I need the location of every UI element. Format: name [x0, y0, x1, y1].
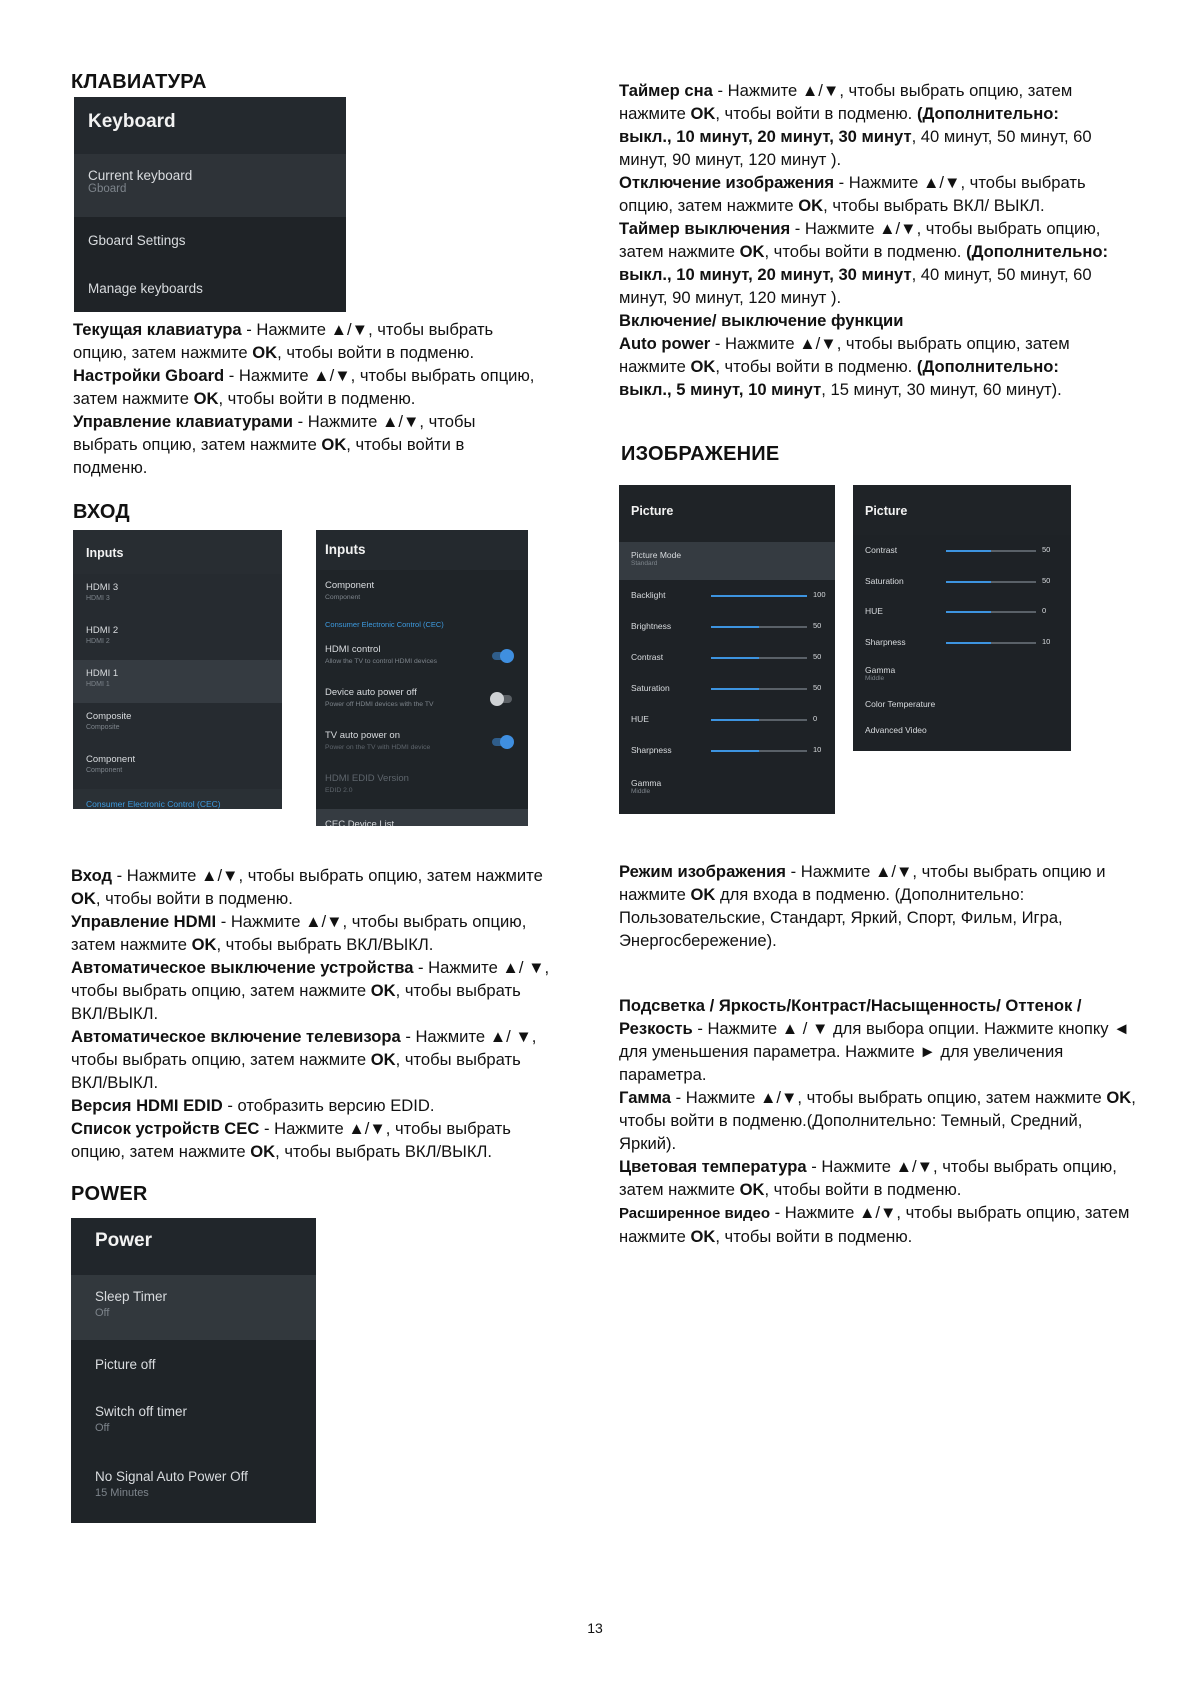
- slider-row-sharpness[interactable]: [619, 735, 835, 766]
- item-label: Gamma: [865, 665, 896, 675]
- slider-fill: [946, 581, 991, 583]
- item-sub: HDMI 3: [86, 595, 110, 602]
- keyboard-panel-title: Keyboard: [74, 97, 346, 154]
- manage-keyboards-item[interactable]: Manage keyboards: [74, 265, 346, 312]
- item-sub: Middle: [865, 675, 885, 682]
- slider-value: 0: [1042, 606, 1047, 615]
- slider-value: 0: [813, 714, 818, 723]
- slider-track[interactable]: [711, 652, 822, 661]
- item-sub: Composite: [86, 724, 120, 731]
- item-label: Switch off timer: [95, 1404, 188, 1419]
- slider-value: 50: [1042, 545, 1051, 554]
- picture-mode-description: [619, 860, 1139, 952]
- slider-label: HUE: [631, 714, 649, 724]
- item-label: HDMI EDID Version: [325, 773, 409, 784]
- slider-track[interactable]: [946, 575, 1051, 585]
- slider-value: 50: [813, 621, 822, 630]
- paragraph: Текущая клавиатура - Нажмите ▲/▼, чтобы выбрать опцию, затем нажмите OK, чтобы войти в подменю.: [73, 320, 494, 362]
- slider-label: HUE: [865, 606, 883, 616]
- slider-label: Sharpness: [865, 636, 906, 647]
- slider-track[interactable]: [711, 714, 818, 723]
- item-label: Current keyboard: [88, 168, 193, 183]
- item-sub: Off: [95, 1307, 110, 1319]
- slider-row-hue[interactable]: [853, 596, 1071, 627]
- picture-mode-item[interactable]: [619, 542, 835, 580]
- item-label: Component: [86, 754, 136, 765]
- paragraph: Настройки Gboard - Нажмите ▲/▼, чтобы выбрать опцию, затем нажмите OK, чтобы войти в подменю.: [73, 366, 535, 408]
- input-heading: ВХОД: [73, 501, 130, 523]
- slider-fill: [711, 750, 759, 752]
- keyboard-heading: КЛАВИАТУРА: [71, 71, 207, 93]
- picture-off-item[interactable]: Picture off: [95, 1357, 156, 1372]
- item-sub: Component: [86, 767, 123, 774]
- inputs-panel: [73, 530, 282, 809]
- input-item-component[interactable]: [73, 746, 282, 789]
- power-panel-title: Power: [71, 1218, 316, 1275]
- inputs-cec-panel: [316, 530, 528, 826]
- item-label: Device auto power off: [325, 687, 417, 698]
- slider-fill: [711, 688, 759, 690]
- paragraph: Гамма - Нажмите ▲/▼, чтобы выбрать опцию, затем нажмите OK, чтобы войти в подменю.(Дополнительно: Темный, Средний, Яркий).: [619, 1088, 1136, 1153]
- item-sub: 15 Minutes: [95, 1487, 149, 1499]
- item-sub: HDMI 2: [86, 638, 110, 645]
- slider-row-saturation[interactable]: [619, 673, 835, 704]
- slider-fill: [711, 626, 759, 628]
- slider-label: Brightness: [631, 621, 672, 631]
- slider-row-contrast[interactable]: [853, 535, 1071, 566]
- item-label: TV auto power on: [325, 730, 400, 741]
- paragraph: Таймер сна - Нажмите ▲/▼, чтобы выбрать опцию, затем нажмите OK, чтобы войти в подменю. (Дополнительно: выкл., 10 минут, 20 минут, 30 минут, 40 минут, 50 минут, 60 минут, 90 минут, 120 минут ).: [619, 81, 1092, 169]
- sleep-timer-item[interactable]: [71, 1275, 316, 1340]
- picture-panel-1: [619, 485, 835, 814]
- item-label: Sleep Timer: [95, 1289, 168, 1304]
- slider-row-contrast[interactable]: [619, 642, 835, 673]
- picture-heading: ИЗОБРАЖЕНИЕ: [621, 443, 780, 465]
- slider-label: Saturation: [631, 683, 670, 693]
- picture-panel-2: [853, 485, 1071, 751]
- cec-link[interactable]: Consumer Electronic Control (CEC): [86, 799, 221, 809]
- hdmi-control-toggle[interactable]: [492, 652, 512, 660]
- paragraph: Список устройств CEC - Нажмите ▲/▼, чтобы выбрать опцию, затем нажмите OK, чтобы выбрать ВКЛ/ВЫКЛ.: [71, 1119, 511, 1161]
- paragraph: Вход - Нажмите ▲/▼, чтобы выбрать опцию, затем нажмите OK, чтобы войти в подменю.: [71, 866, 543, 908]
- item-sub: Standard: [631, 560, 658, 567]
- paragraph: Автоматическое выключение устройства - Нажмите ▲/ ▼, чтобы выбрать опцию, затем нажмите OK, чтобы выбрать ВКЛ/ВЫКЛ.: [71, 958, 550, 1023]
- paragraph: Автоматическое включение телевизора - Нажмите ▲/ ▼, чтобы выбрать опцию, затем нажмите OK, чтобы выбрать ВКЛ/ВЫКЛ.: [71, 1027, 537, 1092]
- slider-row-saturation[interactable]: [853, 566, 1071, 597]
- slider-track[interactable]: [711, 621, 822, 630]
- item-sub: Component: [325, 594, 361, 601]
- slider-row-hue[interactable]: [619, 704, 835, 735]
- slider-value: 100: [813, 590, 826, 599]
- slider-track[interactable]: [711, 683, 822, 692]
- input-item-hdmi3[interactable]: [73, 574, 282, 617]
- device-auto-power-off-item[interactable]: [316, 681, 528, 724]
- slider-label: Backlight: [631, 590, 666, 600]
- item-sub: EDID 2.0: [325, 787, 353, 794]
- power-description: [619, 79, 1114, 401]
- slider-track[interactable]: [711, 590, 826, 599]
- inputs-panel-title: Inputs: [73, 530, 282, 574]
- paragraph: Управление клавиатурами - Нажмите ▲/▼, чтобы выбрать опцию, затем нажмите OK, чтобы войти в подменю.: [73, 412, 476, 477]
- slider-track[interactable]: [711, 745, 822, 754]
- slider-label: Sharpness: [631, 745, 672, 755]
- input-item-hdmi1[interactable]: [73, 660, 282, 703]
- paragraph: Цветовая температура - Нажмите ▲/▼, чтобы выбрать опцию, затем нажмите OK, чтобы войти в подменю.: [619, 1157, 1117, 1199]
- cec-section-label: Consumer Electronic Control (CEC): [325, 620, 444, 629]
- slider-row-backlight[interactable]: [619, 580, 835, 611]
- slider-row-brightness[interactable]: [619, 611, 835, 642]
- paragraph: Управление HDMI - Нажмите ▲/▼, чтобы выбрать опцию, затем нажмите OK, чтобы выбрать ВКЛ/ВЫКЛ.: [71, 912, 527, 954]
- slider-value: 50: [1042, 575, 1051, 585]
- tv-auto-power-on-toggle[interactable]: [492, 738, 512, 746]
- item-label: HDMI control: [325, 644, 381, 655]
- paragraph: Версия HDMI EDID - отобразить версию EDID.: [71, 1096, 435, 1115]
- slider-row-sharpness[interactable]: [853, 627, 1071, 658]
- paragraph: Режим изображения - Нажмите ▲/▼, чтобы выбрать опцию и нажмите OK для входа в подменю. (Дополнительно: Пользовательские, Стандарт, Яркий, Спорт, Фильм, Игра, Энергосбережение).: [619, 862, 1106, 950]
- page-number: 13: [587, 1620, 603, 1636]
- picture-panel-title: Picture: [619, 485, 835, 542]
- slider-fill: [711, 595, 807, 597]
- paragraph: Auto power - Нажмите ▲/▼, чтобы выбрать опцию, затем нажмите OK, чтобы войти в подменю. (Дополнительно: выкл., 5 минут, 10 минут, 15 минут, 30 минут, 60 минут).: [619, 334, 1070, 399]
- input-description: [71, 864, 551, 1163]
- picture-sliders-1: [619, 580, 835, 766]
- slider-label: Contrast: [865, 545, 898, 555]
- keyboard-description: [73, 318, 543, 479]
- item-sub: HDMI 1: [86, 681, 110, 688]
- slider-value: 10: [813, 745, 822, 754]
- function-heading: Включение/ выключение функции: [619, 311, 904, 330]
- color-temperature-item[interactable]: Color Temperature: [865, 699, 936, 709]
- input-item-composite[interactable]: [73, 703, 282, 746]
- item-sub: Power on the TV with HDMI device: [325, 744, 431, 751]
- inputs-cec-panel-title: Inputs: [316, 530, 528, 570]
- hdmi-edid-item[interactable]: [316, 767, 528, 809]
- component-item[interactable]: [316, 570, 528, 612]
- gamma-item[interactable]: [853, 657, 1071, 693]
- paragraph: Отключение изображения - Нажмите ▲/▼, чтобы выбрать опцию, затем нажмите OK, чтобы выбрать ВКЛ/ ВЫКЛ.: [619, 173, 1086, 215]
- input-item-hdmi2[interactable]: [73, 617, 282, 660]
- item-label: HDMI 3: [86, 582, 119, 593]
- slider-track[interactable]: [946, 545, 1051, 554]
- item-label: No Signal Auto Power Off: [95, 1469, 248, 1484]
- slider-track[interactable]: [946, 606, 1047, 615]
- current-keyboard-item[interactable]: [74, 154, 346, 217]
- slider-fill: [711, 719, 759, 721]
- gboard-settings-item[interactable]: Gboard Settings: [74, 217, 346, 265]
- power-heading: POWER: [71, 1183, 148, 1205]
- switch-off-timer-item[interactable]: [71, 1389, 316, 1455]
- item-label: Picture Mode: [631, 550, 682, 560]
- item-sub: Off: [95, 1422, 110, 1434]
- slider-fill: [946, 611, 991, 613]
- item-sub: Middle: [631, 788, 651, 795]
- keyboard-panel: [74, 97, 346, 312]
- slider-label: Saturation: [865, 575, 904, 586]
- picture-panel-title: Picture: [853, 485, 1071, 535]
- adjust-heading: Подсветка / Яркость/Контраст/Насыщенность/ Оттенок /: [619, 996, 1082, 1015]
- slider-label: Contrast: [631, 652, 664, 662]
- slider-track[interactable]: [946, 636, 1051, 646]
- slider-value: 50: [813, 652, 822, 661]
- tv-auto-power-on-item[interactable]: [316, 724, 528, 767]
- item-sub: Gboard: [88, 183, 127, 195]
- picture-adjust-description: [619, 994, 1139, 1248]
- no-signal-power-off-item[interactable]: [71, 1455, 316, 1523]
- item-label: Gamma: [631, 778, 662, 788]
- item-sub: Power off HDMI devices with the TV: [325, 701, 434, 708]
- picture-sliders-2: [853, 535, 1071, 657]
- slider-fill: [711, 657, 759, 659]
- device-auto-power-off-toggle[interactable]: [492, 695, 512, 703]
- item-label: Composite: [86, 711, 132, 722]
- slider-fill: [946, 642, 991, 644]
- gamma-item[interactable]: [619, 766, 835, 806]
- item-label: Component: [325, 580, 375, 591]
- item-label: HDMI 2: [86, 625, 119, 636]
- item-sub: Allow the TV to control HDMI devices: [325, 658, 438, 665]
- item-label: HDMI 1: [86, 668, 119, 679]
- paragraph: Расширенное видео - Нажмите ▲/▼, чтобы выбрать опцию, затем нажмите OK, чтобы войти в подменю.: [619, 1203, 1130, 1246]
- paragraph: Резкость - Нажмите ▲ / ▼ для выбора опции. Нажмите кнопку ◄ для уменьшения параметра. Нажмите ► для увеличения параметра.: [619, 1019, 1130, 1084]
- hdmi-control-item[interactable]: [316, 638, 528, 681]
- advanced-video-item[interactable]: Advanced Video: [865, 725, 927, 735]
- slider-value: 10: [1042, 636, 1051, 646]
- slider-fill: [946, 550, 991, 552]
- power-panel: [71, 1218, 316, 1523]
- paragraph: Таймер выключения - Нажмите ▲/▼, чтобы выбрать опцию, затем нажмите OK, чтобы войти в подменю. (Дополнительно: выкл., 10 минут, 20 минут, 30 минут, 40 минут, 50 минут, 60 минут, 90 минут, 120 минут ).: [619, 219, 1109, 307]
- slider-value: 50: [813, 683, 822, 692]
- cec-device-list-item[interactable]: CEC Device List: [316, 809, 528, 826]
